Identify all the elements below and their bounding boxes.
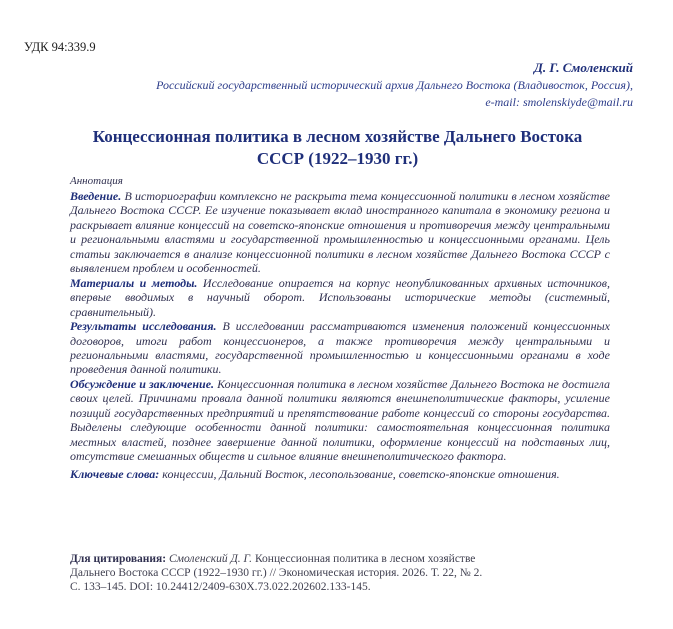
author-email[interactable]: e-mail: smolenskiyde@mail.ru [485, 95, 633, 109]
abstract-label: Аннотация [70, 175, 123, 187]
introduction-label: Введение. [70, 189, 122, 203]
citation-label: Для цитирования: [70, 553, 167, 565]
keywords [70, 467, 610, 481]
keywords-text: концессии, Дальний Восток, лесопользование, советско-японские отношения. [162, 466, 560, 481]
results-text: В исследовании рассматриваются изменения положений концессионных договоров, итоги работ концессионеров, а также противоречия между центральными и региональными властями, государственной промышленностью и концессионными органами в ходе проведения данной политики. [70, 319, 611, 377]
citation-line-1 [70, 552, 610, 566]
author-name: Д. Г. Смоленский [534, 60, 633, 75]
abstract-results [70, 319, 610, 377]
methods-label: Материалы и методы. [70, 275, 198, 290]
abstract-introduction [70, 189, 610, 276]
citation-title-start: Концессионная политика в лесном хозяйстве [254, 553, 476, 565]
methods-text: Исследование опирается на корпус неопубликованных архивных источников, впервые вводимых в научный оборот. Использованы исторические методы (системный, сравнительный). [70, 275, 610, 319]
abstract-discussion [70, 377, 610, 464]
results-label: Результаты исследования. [70, 319, 217, 334]
citation-line-2: Дальнего Востока СССР (1922–1930 гг.) // Экономическая история. 2026. Т. 22, № 2. [70, 567, 483, 579]
abstract-methods [70, 276, 610, 319]
title-line-1: Концессионная политика в лесном хозяйстве Дальнего Востока [92, 127, 583, 146]
affiliation-text: Российский государственный исторический архив Дальнего Востока (Владивосток, Россия), [156, 78, 633, 92]
keywords-label: Ключевые слова: [70, 466, 160, 481]
discussion-text: Концессионная политика в лесном хозяйстве Дальнего Востока не достигла своих целей. Причинами провала данной политики являются внешнеполитические факторы, усиление позиций государственных предприятий и препятствование работе концессий со стороны государства. Выделены следующие особенности данной политики: самостоятельная концессионная политика местных властей, позднее завершение данной политики, оформление концессий на подставных лиц, отсутствие смешанных обществ и сильное влияние внешнеполитического фактора. [70, 376, 611, 464]
title-line-2: СССР (1922–1930 гг.) [256, 149, 419, 168]
citation-author: Смоленский Д. Г. [169, 553, 253, 565]
abstract-block [70, 175, 610, 481]
discussion-label: Обсуждение и заключение. [70, 376, 215, 391]
introduction-text: В историографии комплексно не раскрыта тема концессионной политики в лесном хозяйстве Дальнего Востока СССР. Ее изучение показывает вклад иностранного капитала в экономику региона и раскрывает влияние концессий на советско-японские отношения и противоречия между центральными и региональными властями и государственной промышленностью и концессионными органами. Цель статьи заключается в анализе концессионной политики в лесном хозяйстве Дальнего Востока СССР с выявлением проблем и особенностей. [70, 189, 610, 276]
udk-code: УДК 94:339.9 [24, 40, 96, 54]
author-affiliation-block [33, 77, 633, 111]
citation-doi: С. 133–145. DOI: 10.24412/2409-630X.73.022.202602.133-145. [70, 581, 371, 593]
article-title [40, 126, 635, 170]
citation-block [70, 552, 610, 594]
